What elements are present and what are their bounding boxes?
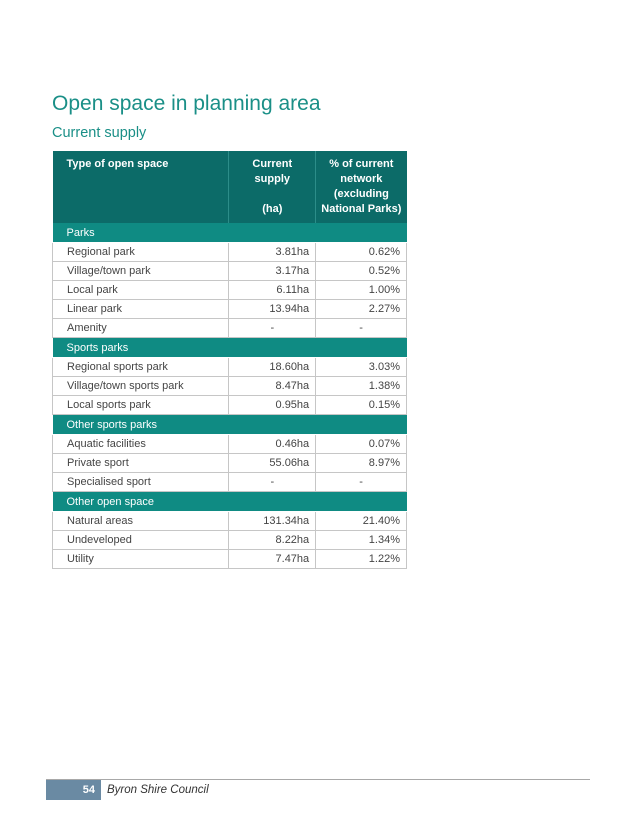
current-supply: 13.94ha	[229, 300, 316, 319]
open-space-type: Regional park	[53, 243, 229, 262]
percent-of-network: 3.03%	[316, 358, 407, 377]
percent-of-network: 1.22%	[316, 550, 407, 569]
header-percent-line-2: network	[340, 173, 383, 185]
table-row	[53, 473, 407, 492]
header-type: Type of open space	[53, 151, 229, 223]
current-supply: 8.47ha	[229, 377, 316, 396]
percent-of-network: 0.07%	[316, 435, 407, 454]
percent-of-network: 21.40%	[316, 512, 407, 531]
table-row	[53, 435, 407, 454]
header-supply-line-1: Current supply	[252, 158, 293, 185]
table-body	[53, 223, 407, 569]
footer-publisher: Byron Shire Council	[107, 784, 209, 796]
page-title: Open space in planning area	[52, 92, 321, 115]
table-row	[53, 531, 407, 550]
open-space-type: Private sport	[53, 454, 229, 473]
open-space-type: Amenity	[53, 319, 229, 338]
percent-of-network: 0.62%	[316, 243, 407, 262]
open-space-table	[52, 151, 407, 569]
current-supply: 0.95ha	[229, 396, 316, 415]
current-supply: 3.81ha	[229, 243, 316, 262]
table-row	[53, 281, 407, 300]
open-space-type: Undeveloped	[53, 531, 229, 550]
open-space-type: Regional sports park	[53, 358, 229, 377]
open-space-type: Utility	[53, 550, 229, 569]
current-supply: 3.17ha	[229, 262, 316, 281]
header-supply	[229, 151, 316, 223]
footer-divider	[46, 779, 590, 780]
current-supply: 8.22ha	[229, 531, 316, 550]
section-row	[53, 338, 407, 358]
section-title: Sports parks	[53, 338, 407, 358]
table-row	[53, 512, 407, 531]
section-subtitle: Current supply	[52, 125, 147, 141]
percent-of-network: 1.00%	[316, 281, 407, 300]
header-supply-line-2: (ha)	[262, 203, 283, 215]
table-row	[53, 300, 407, 319]
section-title: Other sports parks	[53, 415, 407, 435]
open-space-type: Specialised sport	[53, 473, 229, 492]
table-row	[53, 243, 407, 262]
table-row	[53, 454, 407, 473]
open-space-type: Linear park	[53, 300, 229, 319]
table-row	[53, 377, 407, 396]
table-row	[53, 396, 407, 415]
open-space-type: Local sports park	[53, 396, 229, 415]
percent-of-network: -	[316, 319, 407, 338]
table-row	[53, 262, 407, 281]
current-supply: 7.47ha	[229, 550, 316, 569]
header-percent-line-3: (excluding	[333, 188, 389, 200]
table-row	[53, 319, 407, 338]
open-space-type: Local park	[53, 281, 229, 300]
current-supply: 18.60ha	[229, 358, 316, 377]
header-percent-line-1: % of current	[329, 158, 394, 170]
percent-of-network: 2.27%	[316, 300, 407, 319]
current-supply: -	[229, 319, 316, 338]
header-percent-line-4: National Parks)	[321, 203, 402, 215]
open-space-type: Aquatic facilities	[53, 435, 229, 454]
percent-of-network: -	[316, 473, 407, 492]
table-row	[53, 358, 407, 377]
current-supply: 131.34ha	[229, 512, 316, 531]
current-supply: 0.46ha	[229, 435, 316, 454]
current-supply: -	[229, 473, 316, 492]
table-header-row	[53, 151, 407, 223]
section-title: Other open space	[53, 492, 407, 512]
page-number: 54	[46, 780, 101, 800]
section-row	[53, 415, 407, 435]
open-space-type: Village/town sports park	[53, 377, 229, 396]
section-row	[53, 223, 407, 243]
open-space-type: Natural areas	[53, 512, 229, 531]
current-supply: 55.06ha	[229, 454, 316, 473]
table-row	[53, 550, 407, 569]
section-row	[53, 492, 407, 512]
percent-of-network: 0.15%	[316, 396, 407, 415]
percent-of-network: 0.52%	[316, 262, 407, 281]
open-space-type: Village/town park	[53, 262, 229, 281]
percent-of-network: 8.97%	[316, 454, 407, 473]
current-supply: 6.11ha	[229, 281, 316, 300]
percent-of-network: 1.34%	[316, 531, 407, 550]
section-title: Parks	[53, 223, 407, 243]
header-percent	[316, 151, 407, 223]
percent-of-network: 1.38%	[316, 377, 407, 396]
